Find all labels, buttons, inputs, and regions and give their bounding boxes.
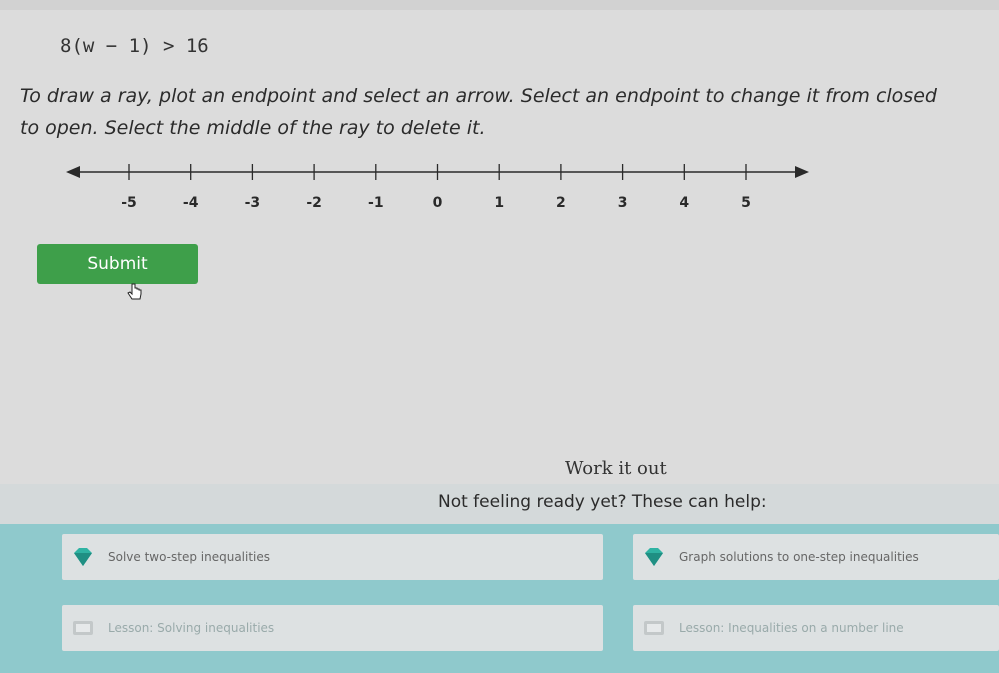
inequality-equation: 8(w − 1) > 16 (60, 35, 209, 57)
number-line[interactable] (60, 150, 820, 220)
tick-label: -3 (244, 195, 261, 211)
help-card-solve-two-step[interactable] (62, 534, 603, 580)
gem-icon (70, 546, 96, 568)
work-it-out-title: Work it out (565, 458, 667, 479)
tick-label: -2 (306, 195, 322, 211)
help-card-graph-solutions[interactable] (633, 534, 999, 580)
help-card-label: Lesson: Inequalities on a number line (679, 621, 904, 635)
gem-icon (641, 546, 667, 568)
lesson-icon (641, 617, 667, 639)
instructions-text: To draw a ray, plot an endpoint and select an arrow. Select an endpoint to change it from closed to open. Select the middle of the ray to delete it. (20, 85, 937, 139)
submit-button[interactable]: Submit (37, 244, 198, 284)
top-strip (0, 0, 999, 10)
left-arrow-icon[interactable] (66, 166, 80, 178)
right-arrow-icon[interactable] (795, 166, 809, 178)
tick-label: 1 (494, 195, 505, 211)
tick-label: 2 (556, 195, 566, 211)
help-card-label: Lesson: Solving inequalities (108, 621, 275, 635)
help-subtitle: Not feeling ready yet? These can help: (438, 492, 767, 512)
tick-label: 3 (617, 195, 628, 211)
tick-label: 5 (741, 195, 751, 211)
tick-label: -4 (182, 195, 199, 211)
help-card-lesson-solving[interactable] (62, 605, 603, 651)
tick-label: -5 (121, 195, 137, 211)
tick-label: -1 (368, 195, 384, 211)
tick-label: 0 (432, 195, 443, 211)
tick-label: 4 (679, 195, 690, 211)
help-card-label: Solve two-step inequalities (108, 550, 271, 564)
lesson-icon (70, 617, 96, 639)
help-card-lesson-number-line[interactable] (633, 605, 999, 651)
hand-pointer-icon (126, 283, 144, 307)
help-section (0, 448, 999, 673)
help-card-label: Graph solutions to one-step inequalities (679, 550, 919, 564)
